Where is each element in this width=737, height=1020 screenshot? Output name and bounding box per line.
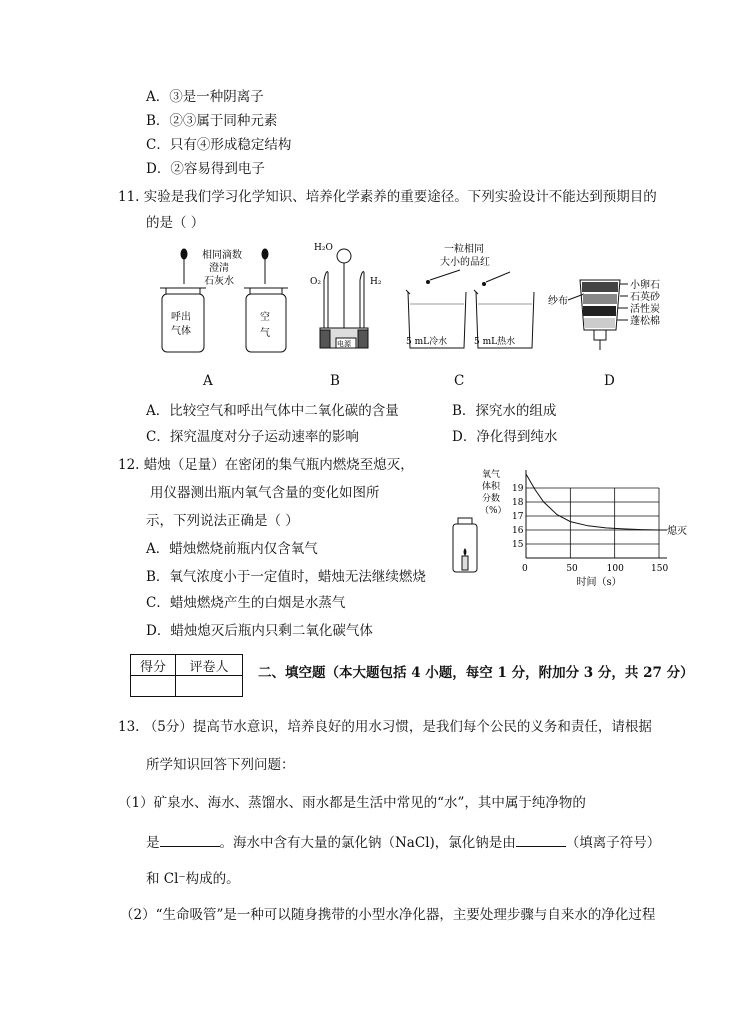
score-header: 得分 (131, 655, 176, 676)
chart-ytick-label: 19 (512, 484, 524, 494)
q13-stem-cont: 所学知识回答下列问题： (146, 757, 295, 773)
chart-ylabel-part: 分数 (482, 494, 501, 504)
q12-stem-cont2: 示，下列说法正确是（ ） (146, 513, 299, 529)
figure-c-beakers (400, 240, 540, 356)
q13-part1-text-b: 。海水中含有大量的氯化钠（NaCl)，氯化钠是由 (219, 835, 516, 851)
figure-d-layer-pebbles: 小卵石 (630, 280, 660, 291)
figure-a-letter: A (203, 373, 213, 389)
oxygen-volume-chart (476, 466, 696, 590)
chart-xtick-label: 0 (522, 564, 528, 574)
figure-b-label-h2o: H₂O (314, 243, 333, 253)
chart-ytick-label: 16 (512, 526, 524, 536)
q12-option-a: A．蜡烛燃烧前瓶内仅含氧气 (146, 541, 318, 557)
figure-b-label-power: 电源 (337, 340, 351, 348)
figure-a-limewater-bottles (152, 244, 292, 356)
q11-option-a: A．比较空气和呼出气体中二氧化碳的含量 (146, 403, 399, 419)
chart-ytick-label: 17 (512, 512, 524, 522)
q11-stem-cont: 的是（ ） (146, 215, 205, 231)
q10-option-c: C．只有④形成稳定结构 (146, 137, 292, 153)
q12-stem-cont1: 用仪器测出瓶内氧气含量的变化如图所 (150, 485, 380, 501)
figure-c-beaker2-label: 5 mL热水 (474, 337, 516, 347)
figure-d-water-filter (546, 270, 676, 360)
grader-header: 评卷人 (176, 655, 243, 676)
chart-ylabel-line1 (480, 468, 507, 516)
figure-a-label-limewater: 石灰水 (204, 276, 234, 287)
figure-a-bottle1-text2: 气体 (171, 326, 191, 337)
figure-b-letter: B (330, 373, 340, 389)
q10-option-b: B．②③属于同种元素 (146, 113, 278, 129)
q13-part1-line2 (146, 832, 660, 852)
q11-option-b: B．探究水的组成 (452, 403, 557, 419)
figure-a-bottle1-text1: 呼出 (171, 312, 191, 323)
figure-a-label-drops: 相同滴数 (202, 250, 242, 261)
q13-part2-line1: （2）“生命吸管”是一种可以随身携带的小型水净化器，主要处理步骤与自来水的净化过程 (120, 907, 656, 923)
grader-cell[interactable] (176, 676, 243, 697)
section2-title: 二、填空题（本大题包括 4 小题，每空 1 分，附加分 3 分，共 27 分） (258, 665, 694, 681)
figure-c-beaker1-label: 5 mL冷水 (406, 337, 448, 347)
q11-option-c: C．探究温度对分子运动速率的影响 (146, 429, 359, 445)
score-cell[interactable] (131, 676, 176, 697)
chart-annotation: 熄灭 (667, 526, 687, 537)
chart-xtick-label: 100 (606, 564, 624, 574)
chart-ytick-label: 18 (512, 498, 524, 508)
q13-stem: 13. （5分）提高节水意识，培养良好的用水习惯，是我们每个公民的义务和责任，请根据 (118, 719, 652, 735)
chart-ylabel-part: （%） (480, 506, 507, 516)
q13-part1-text-a: 是 (146, 835, 160, 851)
q13-part1-text-c: （填离子符号） (565, 835, 661, 851)
figure-c-label2: 大小的品红 (440, 257, 490, 268)
q13-part1-line1: （1）矿泉水、海水、蒸馏水、雨水都是生活中常见的“水”，其中属于纯净物的 (118, 795, 586, 811)
chart-ylabel-part: 体积 (482, 482, 501, 492)
q11-stem: 11. 实验是我们学习化学知识、培养化学素养的重要途径。下列实验设计不能达到预期目的 (118, 189, 657, 205)
chart-grid (526, 470, 667, 558)
figure-c-label1: 一粒相同 (444, 244, 484, 255)
q13-part1-line3: 和 Cl⁻构成的。 (146, 871, 240, 887)
chart-ylabel-part: 氧气 (482, 470, 501, 480)
figure-a-bottle2-text2: 气 (260, 328, 270, 339)
answer-blank-2[interactable] (516, 832, 566, 847)
figure-a-label-clear: 澄清 (209, 263, 229, 274)
chart-ytick-label: 15 (512, 540, 524, 550)
q12-option-c: C．蜡烛燃烧产生的白烟是水蒸气 (146, 595, 346, 611)
chart-ticks (512, 484, 668, 574)
chart-xtick-label: 150 (651, 564, 669, 574)
score-table (130, 654, 243, 697)
q12-stem: 12. 蜡烛（足量）在密闭的集气瓶内燃烧至熄灭， (118, 457, 414, 473)
figure-b-label-h2: H₂ (370, 277, 382, 287)
figure-d-layer-sand: 石英砂 (630, 292, 660, 303)
figure-d-label-gauze: 纱布 (548, 296, 568, 307)
q12-option-b: B．氧气浓度小于一定值时，蜡烛无法继续燃烧 (146, 569, 426, 585)
figure-d-letter: D (604, 373, 615, 389)
q11-option-d: D．净化得到纯水 (452, 429, 558, 445)
figure-d-layer-carbon: 活性炭 (630, 304, 660, 315)
q10-option-d: D．②容易得到电子 (146, 161, 265, 177)
figure-b-label-o2: O₂ (310, 277, 321, 287)
chart-xlabel: 时间（s） (576, 577, 622, 588)
q12-option-d: D．蜡烛熄灭后瓶内只剩二氧化碳气体 (146, 623, 373, 639)
chart-xtick-label: 50 (566, 564, 578, 574)
figure-a-bottle2-text1: 空 (260, 312, 270, 323)
figure-c-letter: C (454, 373, 465, 389)
figure-b-electrolysis (306, 240, 396, 356)
figure-d-layer-cotton: 蓬松棉 (630, 316, 660, 327)
answer-blank-1[interactable] (160, 832, 220, 847)
q10-option-a: A．③是一种阴离子 (146, 89, 264, 105)
